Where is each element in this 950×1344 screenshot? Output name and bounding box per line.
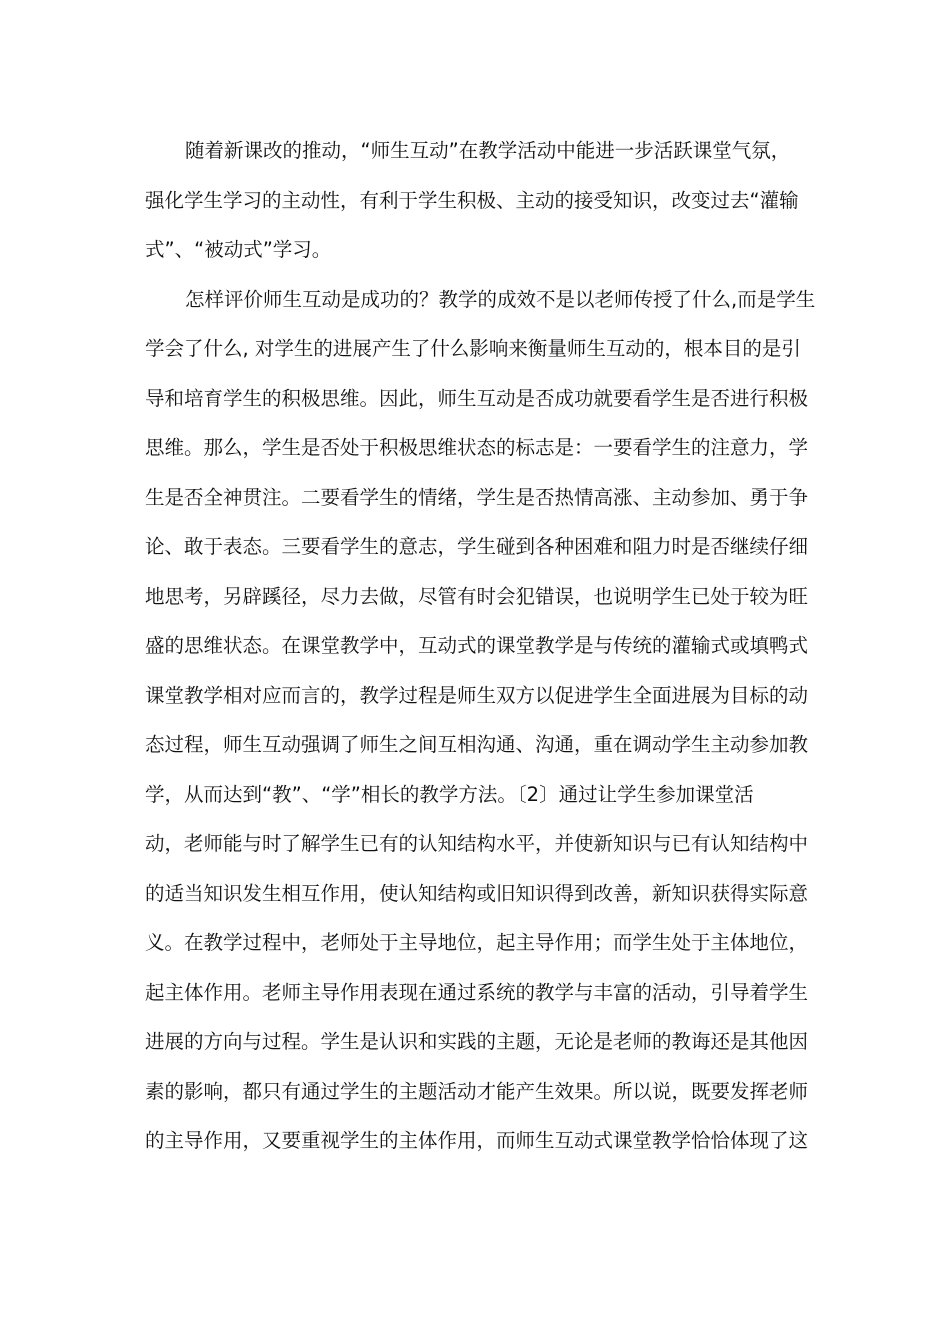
text-line: 义。在教学过程中，老师处于主导地位，起主导作用；而学生处于主体地位， xyxy=(145,931,809,954)
body-text xyxy=(145,126,816,1166)
text-line: 课堂教学相对应而言的，教学过程是师生双方以促进学生全面进展为目标的动 xyxy=(145,683,809,707)
text-line: 进展的方向与过程。学生是认识和实践的主题，无论是老师的教诲还是其他因 xyxy=(145,1030,809,1053)
paragraph xyxy=(145,275,816,1166)
text-line: 学，从而达到“教”、“学”相长的教学方法。〔2〕通过让学生参加课堂活 xyxy=(145,782,754,806)
text-line: 学会了什么, 对学生的进展产生了什么影响来衡量师生互动的，根本目的是引 xyxy=(145,337,801,360)
text-line: 式”、“被动式”学习。 xyxy=(145,238,332,261)
text-line: 随着新课改的推动，“师生互动”在教学活动中能进一步活跃课堂气氛， xyxy=(185,139,791,162)
text-line: 地思考，另辟蹊径，尽力去做，尽管有时会犯错误，也说明学生已处于较为旺 xyxy=(145,584,809,608)
text-line: 怎样评价师生互动是成功的？教学的成效不是以老师传授了什么,而是学生 xyxy=(185,287,816,311)
text-line: 素的影响，都只有通过学生的主题活动才能产生效果。所以说，既要发挥老师 xyxy=(145,1079,809,1103)
text-line: 态过程，师生互动强调了师生之间互相沟通、沟通，重在调动学生主动参加教 xyxy=(145,733,809,756)
text-line: 的适当知识发生相互作用，使认知结构或旧知识得到改善，新知识获得实际意 xyxy=(145,881,809,905)
text-line: 生是否全神贯注。二要看学生的情绪，学生是否热情高涨、主动参加、勇于争 xyxy=(145,485,809,509)
text-line: 盛的思维状态。在课堂教学中，互动式的课堂教学是与传统的灌输式或填鸭式 xyxy=(145,634,809,657)
text-line: 的主导作用，又要重视学生的主体作用，而师生互动式课堂教学恰恰体现了这 xyxy=(145,1129,809,1152)
paragraph xyxy=(145,126,805,275)
text-line: 强化学生学习的主动性，有利于学生积极、主动的接受知识，改变过去“灌输 xyxy=(145,188,799,212)
text-line: 论、敢于表态。三要看学生的意志，学生碰到各种困难和阻力时是否继续仔细 xyxy=(145,535,809,558)
text-line: 动，老师能与时了解学生已有的认知结构水平，并使新知识与已有认知结构中 xyxy=(145,832,809,855)
text-line: 导和培育学生的积极思维。因此，师生互动是否成功就要看学生是否进行积极 xyxy=(145,386,809,410)
text-line: 起主体作用。老师主导作用表现在通过系统的教学与丰富的活动，引导着学生 xyxy=(145,980,809,1004)
text-line: 思维。那么，学生是否处于积极思维状态的标志是：一要看学生的注意力，学 xyxy=(145,436,809,459)
